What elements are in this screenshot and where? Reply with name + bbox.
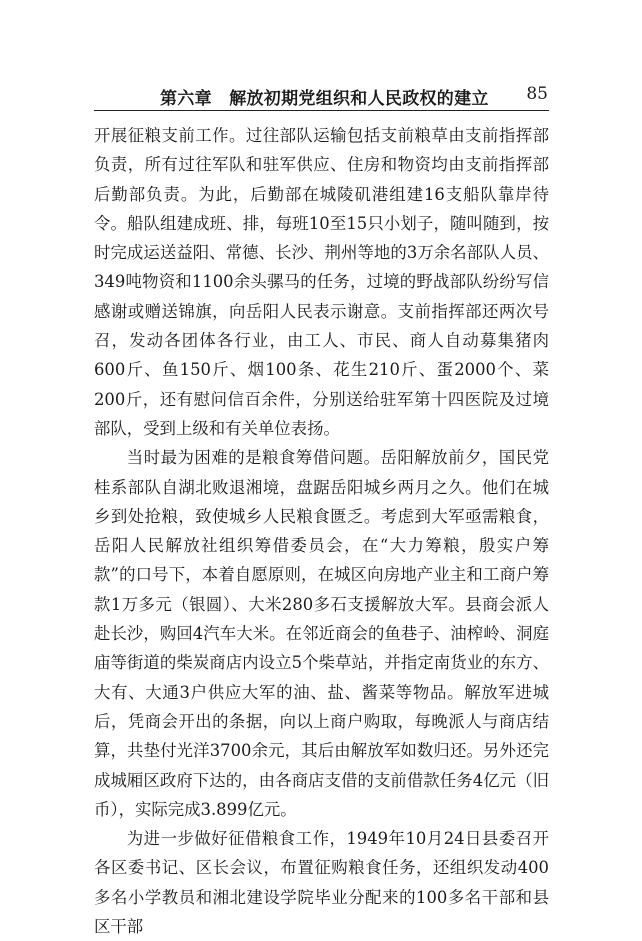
paragraph-supply-work: 开展征粮支前工作。过往部队运输包括支前粮草由支前指挥部负责，所有过往军队和驻军供应、住房和物资均由支前指挥部后勤部负责。为此，后勤部在城陵矶港组建16支船队靠岸待令。船队组建成班、排，每班10至15只小划子，随叫随到，按时完成运送益阳、常德、长沙、荆州等地的3万余名部队人员、349吨物资和1100余头骡马的任务，过境的野战部队纷纷写信感谢或赠送锦旗，向岳阳人民表示谢意。支前指挥部还两次号召，发动各团体各行业，由工人、市民、商人自动募集猪肉600斤、鱼150斤、烟100条、花生210斤、蛋2000个、菜200斤，还有慰问信百余件，分别送给驻军第十四医院及过境部队，受到上级和有关单位表扬。	[94, 126, 549, 438]
paragraph-grain-collection: 为进一步做好征借粮食工作，1949年10月24日县委召开各区委书记、区长会议，布置征购粮食任务，还组织发动400多名小学教员和湘北建设学院毕业分配来的100多名干部和县区干部	[94, 829, 549, 937]
header-rule	[94, 110, 549, 111]
chapter-title: 第六章 解放初期党组织和人民政权的建立	[160, 89, 489, 109]
body-text	[94, 121, 549, 941]
page-number: 85	[526, 84, 548, 104]
running-header	[160, 84, 548, 109]
paragraph-grain-borrowing: 当时最为困难的是粮食筹借问题。岳阳解放前夕，国民党桂系部队自湖北败退湘境，盘踞岳阳城乡两月之久。他们在城乡到处抢粮，致使城乡人民粮食匮乏。考虑到大军亟需粮食，岳阳人民解放社组织筹借委员会，在“大力筹粮，殷实户筹款”的口号下，本着自愿原则，在城区向房地产业主和工商户筹款1万多元（银圆）、大米280多石支援解放大军。县商会派人赴长沙，购回4汽车大米。在邻近商会的鱼巷子、油榨岭、洞庭庙等街道的柴炭商店内设立5个柴草站，并指定南货业的东方、大有、大通3户供应大军的油、盐、酱菜等物品。解放军进城后，凭商会开出的条据，向以上商户购取，每晚派人与商店结算，共垫付光洋3700余元，其后由解放军如数归还。另外还完成城厢区政府下达的，由各商店支借的支前借款任务4亿元（旧币），实际完成3.899亿元。	[94, 448, 549, 819]
